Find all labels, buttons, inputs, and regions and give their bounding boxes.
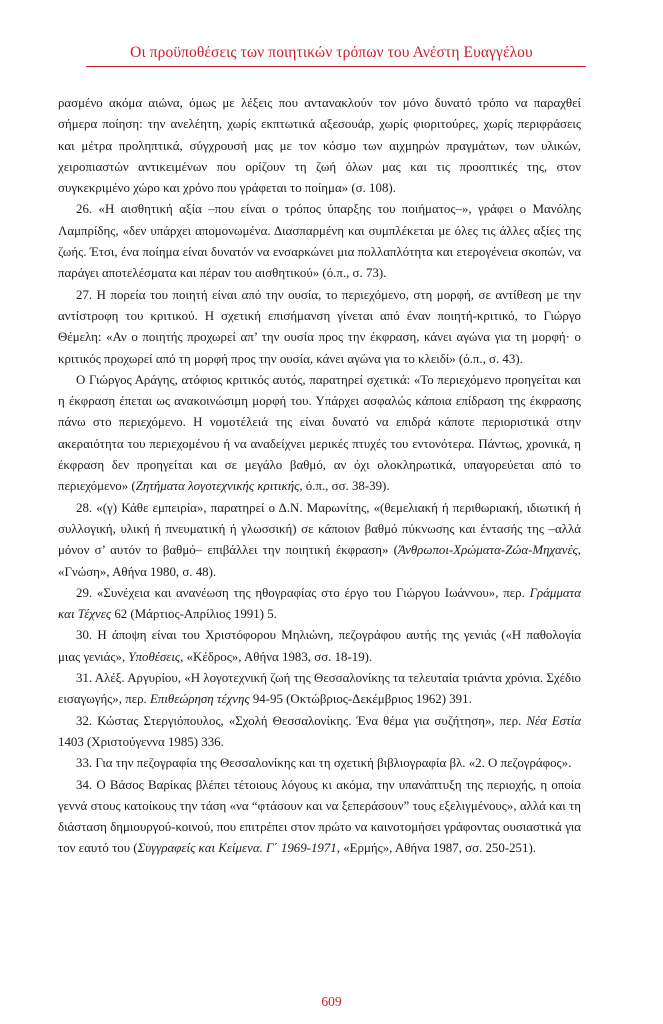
text-run: 29. «Συνέχεια και ανανέωση της ηθογραφίας στο έργο του Γιώργου Ιωάννου», περ. [76, 585, 530, 600]
text-run: 27. Η πορεία του ποιητή είναι από την ουσία, το περιεχόμενο, στη μορφή, σε αντίθεση με την αντίστροφη του κριτικού. Η σχετική επισήμανση γίνεται από έναν ποιητή-κριτικό, το Γιώργο Θέμελη: «Αν ο ποιητής προχωρεί απ’ την ουσία προς την έκφραση, κάνει αγώνα για τη μορφή· ο κριτικός προχωρεί από τη μορφή προς την ουσία, κάνει αγώνα για το κλειδί» (ό.π., σ. 43). [58, 287, 581, 366]
footnotes-body [58, 93, 581, 860]
note-34 [58, 775, 581, 860]
text-run: 28. «(γ) Κάθε εμπειρία», παρατηρεί ο Δ.Ν. Μαρωνίτης, «(θεμελιακή ή περιθωριακή, ιδιωτική ή συλλογική, υλική ή πνευματική ή γλωσσική) σε κάποιον βαθμό πύκνωσης και έντασής της –αλλά μόνον σ’ αυτόν το βαθμό– επιβάλλει την ποιητική έκφραση» ( [58, 500, 581, 558]
text-run: 30. Η άποψη είναι του Χριστόφορου Μηλιώνη, πεζογράφου αυτής της γενιάς («Η παθολογία μιας γενιάς», [58, 628, 581, 664]
note-32 [58, 711, 581, 754]
text-run: Ο Γιώργος Αράγης, ατόφιος κριτικός αυτός, παρατηρεί σχετικά: «Το περιεχόμενο προηγείται και η έκφραση έπεται ως ανακοινώσιμη μορφή του. Υπάρχει ασφαλώς κάποια επίδραση της έκφρασης πάνω στο περιεχόμενο. Η νομοτέλειά της είναι δυνατό να επιδρά κάποτε περιοριστικά στην ακεραιότητα του περιεχομένου ή να αναδείχνει μερικές πτυχές του εντονότερα. Πάντως, χρονικά, η έκφραση δεν προηγείται και σε μεγάλο βαθμό, αν όχι ολοκληρωτικά, υπαγορεύεται από το περιεχόμενο» ( [58, 372, 581, 494]
header-rule [86, 66, 586, 67]
text-run: 1403 (Χριστούγεννα 1985) 336. [58, 734, 224, 749]
italic-title: Νέα Εστία [526, 713, 582, 728]
note-31 [58, 668, 581, 711]
text-run: , «Γνώση», Αθήνα 1980, σ. 48). [58, 543, 581, 579]
text-run: , «Ερμής», Αθήνα 1987, σσ. 250-251). [336, 841, 536, 856]
note-29 [58, 583, 581, 626]
italic-title: Επιθεώρηση τέχνης [150, 692, 250, 707]
running-title: Οι προϋποθέσεις των ποιητικών τρόπων του Ανέστη Ευαγγέλου [130, 44, 533, 61]
page-number: 609 [321, 994, 342, 1009]
note-26 [58, 199, 581, 284]
text-run: , ό.π., σσ. 38-39). [299, 479, 390, 494]
italic-title: Άνθρωποι-Χρώματα-Ζώα-Μηχανές [397, 543, 578, 558]
note-28 [58, 498, 581, 583]
text-run: 33. Για την πεζογραφία της Θεσσαλονίκης και τη σχετική βιβλιογραφία βλ. «2. Ο πεζογράφος». [76, 756, 572, 771]
text-run: 26. «Η αισθητική αξία –που είναι ο τρόπος ύπαρξης του ποιήματος–», γράφει ο Μανόλης Λαμπρίδης, «δεν υπάρχει απομονωμένα. Διασπαρμένη και συμπλέκεται με όλες τις άλλες αξίες της ζωής. Έτσι, ένα ποίημα είναι δυνατόν να ενσαρκώνει μια πολλαπλότητα και ετερογένεια σκοπών, να παράγει αποτελέσματα και πέραν του αισθητικού» (ό.π., σ. 73). [58, 202, 581, 281]
note-33 [58, 753, 581, 774]
note-27-continued [58, 370, 581, 498]
text-run: 31. Αλέξ. Αργυρίου, «Η λογοτεχνική ζωή της Θεσσαλονίκης τα τελευταία τριάντα χρόνια. Σχέδιο εισαγωγής», περ. [58, 671, 581, 707]
text-run: , «Κέδρος», Αθήνα 1983, σσ. 18-19). [180, 649, 373, 664]
italic-title: Ζητήματα λογοτεχνικής κριτικής [135, 479, 300, 494]
italic-title: Υποθέσεις [128, 649, 181, 664]
italic-title: Γράμματα και Τέχνες [58, 585, 581, 622]
continued-paragraph [58, 93, 581, 199]
text-run: 94-95 (Οκτώβριος-Δεκέμβριος 1962) 391. [249, 692, 472, 707]
text-run: 34. Ο Βάσος Βαρίκας βλέπει τέτοιους λόγους κι ακόμα, την υπανάπτυξη της περιοχής, η οποία γεννά στους κατοίκους την τάση «να “φτάσουν και να ξεπεράσουν” τους εξελιγμένους», αλλά και τη διάσταση δημιουργού-κοινού, που επιτρέπει στον πρώτο να καινοτομήσει γράφοντας ουσιαστικά για τον εαυτό του ( [58, 777, 581, 856]
note-30 [58, 625, 581, 668]
text-run: 62 (Μάρτιος-Απρίλιος 1991) 5. [111, 607, 277, 622]
italic-title: Συγγραφείς και Κείμενα. Γ΄ 1969-1971 [137, 841, 337, 856]
text-run: 32. Κώστας Στεργιόπουλος, «Σχολή Θεσσαλονίκης. Ένα θέμα για συζήτηση», περ. [76, 713, 527, 728]
note-27 [58, 285, 581, 370]
text-run: ρασμένο ακόμα αιώνα, όμως με λέξεις που αντανακλούν τον μόνο δυνατό τρόπο να παραχθεί σήμερα ποίηση: την ανελέητη, χωρίς εκπτωτικά αξεσουάρ, χωρίς φιοριτούρες, χωρίς περιφράσεις και μέτρα προληπτικά, σύγχρουσή μας με τον κόσμο των αιχμηρών πραγμάτων, των υλικών, χειροπιαστών αντικειμένων που ορίζουν τη ζωή όλων μας και τις προοπτικές της, στον συγκεκριμένο χώρο και χρόνο που γράφεται το ποίημα» (σ. 108). [58, 96, 581, 196]
